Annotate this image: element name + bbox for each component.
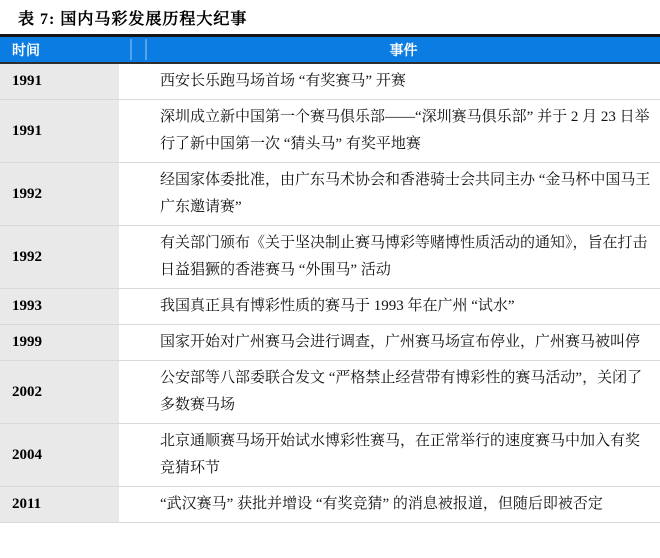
- year-cell: 1992: [0, 226, 119, 288]
- event-cell: 公安部等八部委联合发文 “严格禁止经营带有博彩性的赛马活动”，关闭了多数赛马场: [160, 370, 643, 413]
- table-row: [0, 289, 660, 325]
- event-cell: 经国家体委批准，由广东马术协会和香港骑士会共同主办 “金马杯中国马王广东邀请赛”: [160, 172, 651, 215]
- table-row: [0, 361, 660, 424]
- event-cell: 我国真正具有博彩性质的赛马于 1993 年在广州 “试水”: [160, 298, 515, 314]
- year-cell: 1992: [0, 163, 119, 225]
- year-cell: 1991: [0, 64, 119, 99]
- table-row: [0, 424, 660, 487]
- column-header-time: 时间: [12, 43, 40, 59]
- event-cell: “武汉赛马” 获批并增设 “有奖竞猜” 的消息被报道，但随后即被否定: [160, 496, 603, 512]
- year-cell: 2002: [0, 361, 119, 423]
- header-column-divider: [130, 39, 132, 60]
- table-header-row: [0, 37, 660, 64]
- year-cell: 2004: [0, 424, 119, 486]
- table-row: [0, 487, 660, 523]
- event-cell: 深圳成立新中国第一个赛马俱乐部——“深圳赛马俱乐部” 并于 2 月 23 日举行了新中国第一次 “猜头马” 有奖平地赛: [160, 109, 650, 152]
- year-cell: 1993: [0, 289, 119, 324]
- column-header-event: 事件: [389, 43, 418, 59]
- table-title: 表 7: 国内马彩发展历程大纪事: [18, 11, 248, 28]
- header-column-divider: [145, 39, 147, 60]
- table-row: [0, 64, 660, 100]
- event-cell: 国家开始对广州赛马会进行调查，广州赛马场宣布停业，广州赛马被叫停: [160, 334, 641, 350]
- table-row: [0, 163, 660, 226]
- table-body: [0, 64, 660, 523]
- table-row: [0, 325, 660, 361]
- table-row: [0, 100, 660, 163]
- year-cell: 1999: [0, 325, 119, 360]
- year-cell: 2011: [0, 487, 119, 522]
- events-table: [0, 34, 660, 523]
- year-cell: 1991: [0, 100, 119, 162]
- table-row: [0, 226, 660, 289]
- event-cell: 北京通顺赛马场开始试水博彩性赛马，在正常举行的速度赛马中加入有奖竞猜环节: [160, 433, 641, 476]
- event-cell: 西安长乐跑马场首场 “有奖赛马” 开赛: [160, 73, 406, 89]
- event-cell: 有关部门颁布《关于坚决制止赛马博彩等赌博性质活动的通知》，旨在打击日益猖獗的香港赛马 “外围马” 活动: [160, 235, 648, 278]
